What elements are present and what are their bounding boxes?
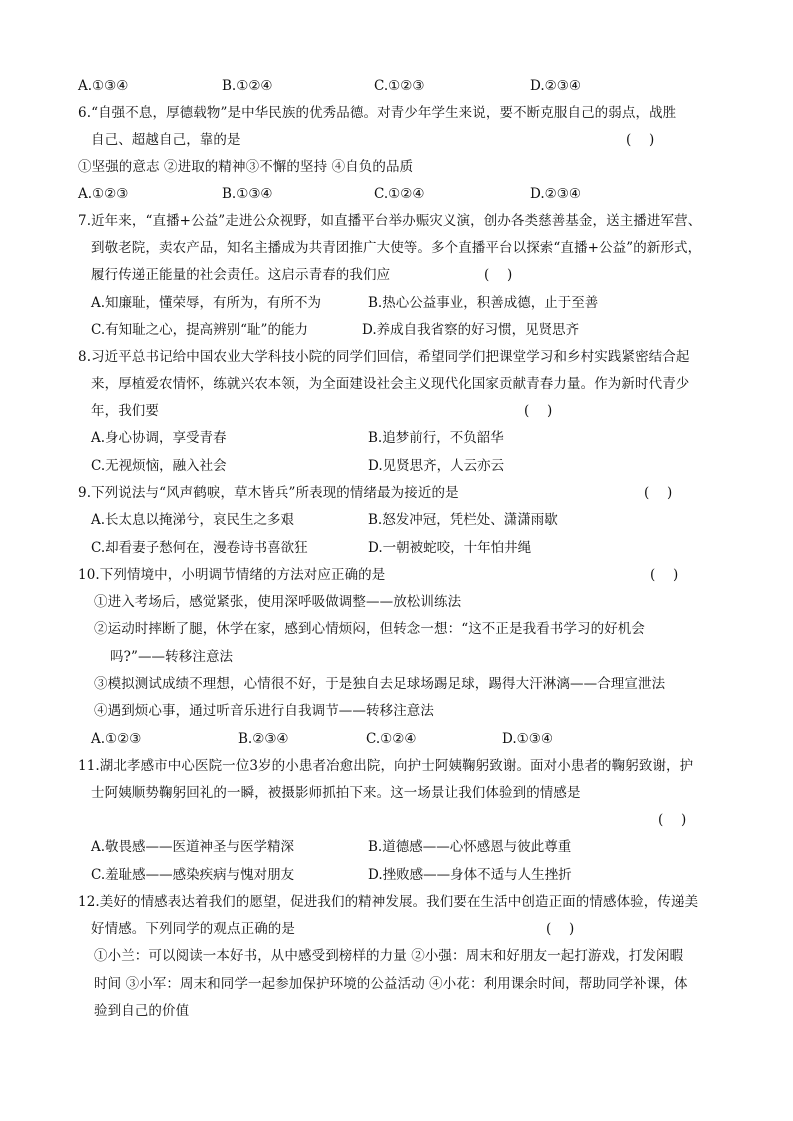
q11-answer-blank: ( ) <box>658 812 687 828</box>
q9-option-d: D.一朝被蛇咬，十年怕井绳 <box>368 540 532 556</box>
q7-stem-line1: 7.近年来，“直播+公益”走进公众视野，如直播平台举办赈灾义演，创办各类慈善基金，送主播进军营、 <box>78 213 702 229</box>
q11-option-d: D.挫败感——身体不适与人生挫折 <box>368 867 572 883</box>
q6-option-d: D.②③④ <box>530 186 581 202</box>
q12-stem-line2: 好情感。下列同学的观点正确的是 <box>91 921 295 937</box>
q11-option-a: A.敬畏感——医道神圣与医学精深 <box>91 839 295 855</box>
q7-answer-blank: ( ) <box>484 267 513 283</box>
q11-option-b: B.道德感——心怀感恩与彼此尊重 <box>368 839 572 855</box>
q10-stem-line1: 10.下列情境中，小明调节情绪的方法对应正确的是 <box>78 567 386 583</box>
q8-option-c: C.无视烦恼，融入社会 <box>91 458 227 474</box>
q6-stem-line1: 6.“自强不息，厚德载物”是中华民族的优秀品德。对青少年学生来说，要不断克服自己的弱点，战胜 <box>78 105 677 121</box>
q7-stem-line2: 到敬老院，卖农产品，知名主播成为共青团推广大使等。多个直播平台以探索“直播+公益”的新形式， <box>91 240 702 256</box>
q8-option-b: B.追梦前行，不负韶华 <box>368 430 504 446</box>
q6-option-c: C.①②④ <box>374 186 425 202</box>
q8-option-a: A.身心协调，享受青春 <box>91 430 227 446</box>
q5-option-d: D.②③④ <box>530 78 581 94</box>
q12-stem-line1: 12.美好的情感表达着我们的愿望，促进我们的精神发展。我们要在生活中创造正面的情感体验，传递美 <box>78 894 699 910</box>
q8-stem-line1: 8.习近平总书记给中国农业大学科技小院的同学们回信，希望同学们把课堂学习和乡村实践紧密结合起 <box>78 349 690 365</box>
q8-answer-blank: ( ) <box>524 403 553 419</box>
q12-items-line1: ①小兰：可以阅读一本好书，从中感受到榜样的力量 ②小强：周末和好朋友一起打游戏，打发闲暇 <box>94 948 684 964</box>
q6-option-a: A.①②③ <box>78 186 129 202</box>
q6-answer-blank: ( ) <box>626 132 655 148</box>
q10-option-b: B.②③④ <box>238 731 289 747</box>
q10-answer-blank: ( ) <box>650 567 679 583</box>
q7-stem-line3: 履行传递正能量的社会责任。这启示青春的我们应 <box>91 267 391 283</box>
q7-option-b: B.热心公益事业，积善成德，止于至善 <box>368 295 599 311</box>
q5-option-b: B.①②④ <box>222 78 273 94</box>
q10-item2-line1: ②运动时摔断了腿，休学在家，感到心情烦闷，但转念一想：“这不正是我看书学习的好机会 <box>94 621 645 637</box>
q9-answer-blank: ( ) <box>644 485 673 501</box>
q10-item4: ④遇到烦心事，通过听音乐进行自我调节——转移注意法 <box>94 703 434 719</box>
q9-stem-line1: 9.下列说法与“风声鹤唳，草木皆兵”所表现的情绪最为接近的是 <box>78 485 459 501</box>
q12-items-line2: 时间 ③小军：周末和同学一起参加保护环境的公益活动 ④小花：利用课余时间，帮助同学补课，体 <box>94 976 688 992</box>
q9-option-a: A.长太息以掩涕兮，哀民生之多艰 <box>91 512 295 528</box>
q6-items: ①坚强的意志 ②进取的精神③不懈的坚持 ④自负的品质 <box>78 159 414 175</box>
q9-option-c: C.却看妻子愁何在，漫卷诗书喜欲狂 <box>91 540 308 556</box>
q11-option-c: C.羞耻感——感染疾病与愧对朋友 <box>91 867 295 883</box>
q12-items-line3: 验到自己的价值 <box>94 1003 190 1019</box>
q9-option-b: B.怒发冲冠，凭栏处、潇潇雨歇 <box>368 512 558 528</box>
q11-stem-line1: 11.湖北孝感市中心医院一位3岁的小患者冶愈出院，向护士阿姨鞠躬致谢。面对小患者的鞠躬致谢，护 <box>78 758 694 774</box>
q8-option-d: D.见贤思齐，人云亦云 <box>368 458 505 474</box>
q5-option-c: C.①②③ <box>374 78 425 94</box>
q7-option-a: A.知廉耻，懂荣辱，有所为，有所不为 <box>91 295 322 311</box>
q5-option-a: A.①③④ <box>78 78 129 94</box>
q12-answer-blank: ( ) <box>546 921 575 937</box>
q10-option-a: A.①②③ <box>91 731 142 747</box>
q6-option-b: B.①③④ <box>222 186 273 202</box>
q8-stem-line3: 年，我们要 <box>91 403 159 419</box>
q10-item3: ③模拟测试成绩不理想，心情很不好，于是独自去足球场踢足球，踢得大汗淋漓——合理宣泄法 <box>94 676 666 692</box>
q10-item1: ①进入考场后，感觉紧张，使用深呼吸做调整——放松训练法 <box>94 594 462 610</box>
q10-option-d: D.①③④ <box>502 731 553 747</box>
q11-stem-line2: 士阿姨顺势鞠躬回礼的一瞬，被摄影师抓拍下来。这一场景让我们体验到的情感是 <box>91 785 581 801</box>
q10-item2-line2: 吗?”——转移注意法 <box>110 649 234 665</box>
q7-option-d: D.养成自我省察的好习惯，见贤思齐 <box>362 322 580 338</box>
q6-stem-line2: 自己、超越自己，靠的是 <box>91 132 241 148</box>
q8-stem-line2: 来，厚植爱农情怀，练就兴农本领，为全面建设社会主义现代化国家贡献青春力量。作为新时代青少 <box>91 376 690 392</box>
q10-option-c: C.①②④ <box>366 731 417 747</box>
q7-option-c: C.有知耻之心，提高辨别“耻”的能力 <box>91 322 308 338</box>
